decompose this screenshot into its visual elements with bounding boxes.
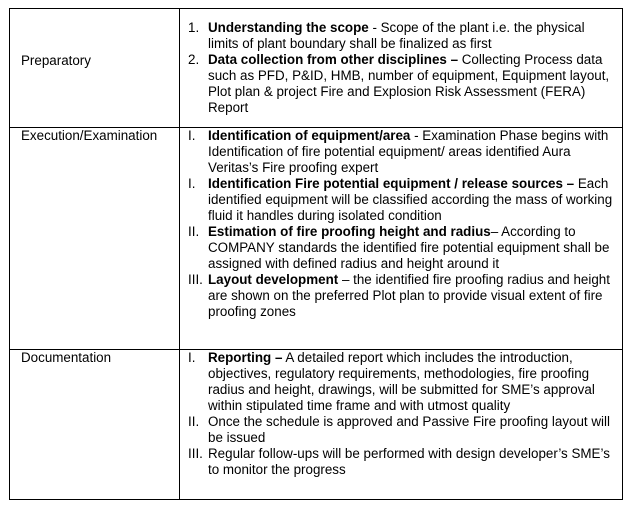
phase-cell (10, 9, 180, 128)
content-cell (180, 350, 623, 500)
list-item (180, 224, 622, 272)
content-cell (180, 9, 623, 128)
item-number: I. (188, 128, 196, 143)
item-number: 2. (188, 52, 200, 67)
item-title: Identification of equipment/area (208, 128, 411, 143)
list-item (180, 446, 622, 478)
list-item (180, 52, 622, 116)
phase-label: Execution/Examination (21, 128, 158, 143)
item-text: Once the schedule is approved and Passive Fire proofing layout will be issued (208, 414, 610, 445)
item-text: Regular follow-ups will be performed with design developer’s SME’s to monitor the progress (208, 446, 610, 477)
item-text: – the identified fire proofing radius and height are shown on the preferred Plot plan to provide visual extent of fire proofing zones (208, 272, 610, 319)
item-number: III. (188, 446, 203, 461)
item-number: III. (188, 272, 203, 287)
item-title: Understanding the scope (208, 20, 369, 35)
row-documentation (10, 350, 623, 500)
item-text: – According to COMPANY standards the identified fire potential equipment shall be assigned with defined radius and height around it (208, 224, 610, 271)
item-text: Each identified equipment will be classified according the mass of working fluid it handles during isolated condition (208, 176, 613, 223)
item-title: Data collection from other disciplines – (208, 52, 459, 67)
phase-cell (10, 128, 180, 350)
item-text: A detailed report which includes the introduction, objectives, regulatory requirements, methodologies, fire proofing radius and height, drawings, will be submitted for SME’s approval within stipulated time frame and with utmost quality (208, 350, 595, 413)
list-item (180, 128, 622, 176)
item-title: Reporting – (208, 350, 283, 365)
phase-label: Preparatory (21, 53, 91, 68)
list-item (180, 350, 622, 414)
row-preparatory (10, 9, 623, 128)
item-title: Layout development (208, 272, 339, 287)
item-text: Collecting Process data such as PFD, P&ID, HMB, number of equipment, Equipment layout, Plot plan & project Fire and Explosion Risk Assessment (FERA) Report (208, 52, 610, 115)
item-number: II. (188, 414, 200, 429)
item-number: II. (188, 224, 200, 239)
list-item (180, 20, 622, 52)
item-title: Estimation of fire proofing height and radius (208, 224, 491, 239)
row-execution (10, 128, 623, 350)
phase-label: Documentation (21, 350, 112, 365)
item-number: I. (188, 350, 196, 365)
scope-table (9, 8, 623, 500)
list-item (180, 272, 622, 320)
item-text: - Scope of the plant i.e. the physical limits of plant boundary shall be finalized as first (208, 20, 585, 51)
list-item (180, 414, 622, 446)
item-title: Identification Fire potential equipment / release sources – (208, 176, 575, 191)
item-number: I. (188, 176, 196, 191)
item-text: - Examination Phase begins with Identification of fire potential equipment/ areas identified Aura Veritas’s Fire proofing expert (208, 128, 609, 175)
content-cell (180, 128, 623, 350)
phase-cell (10, 350, 180, 500)
item-number: 1. (188, 20, 200, 35)
list-item (180, 176, 622, 224)
